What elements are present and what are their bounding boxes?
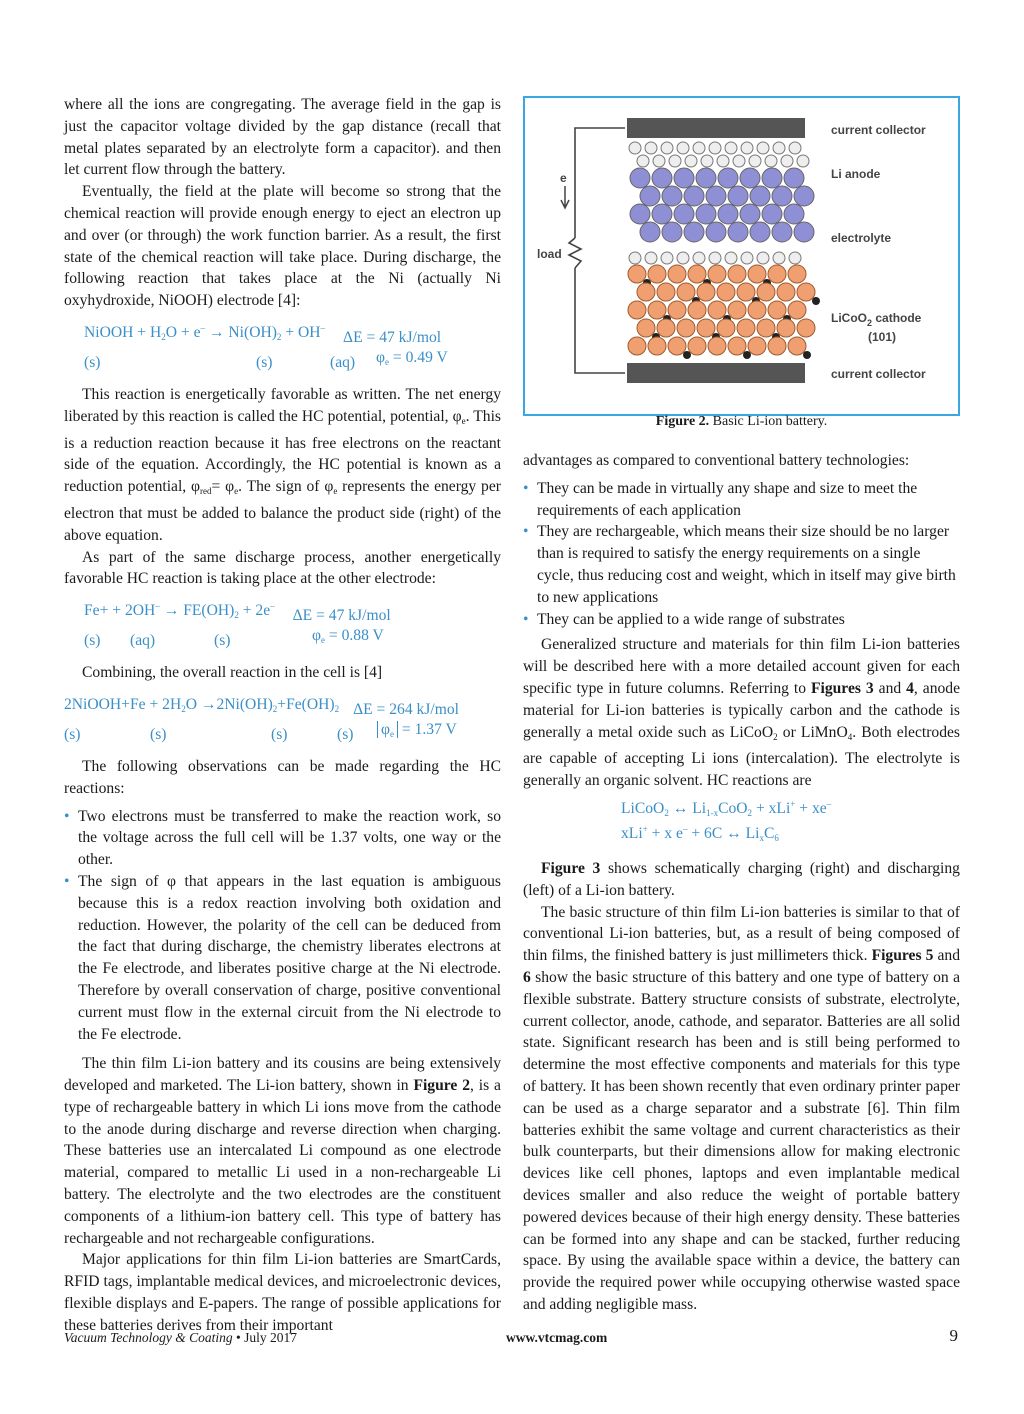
- graphite-sphere: [725, 142, 737, 154]
- cathode-sphere: [668, 301, 686, 319]
- graphite-sphere: [797, 155, 809, 167]
- paragraph: The thin film Li-ion battery and its cousins are being extensively developed and marketed. The Li-ion battery, shown in Figure 2, is a type of rechargeable battery in which Li ions move from the cathode to the anode during discharge and reverse direction when charging. These batteries use an intercalated Li compound as one electrode material, compared to metallic Li used in a non-rechargeable Li battery. The electrolyte and the two electrodes are the constituent components of a lithium-ion battery cell. This type of battery has rechargeable and not rechargeable configurations.: [64, 1055, 501, 1247]
- anode-sphere: [794, 186, 814, 206]
- cathode-sphere: [788, 265, 806, 283]
- graphite-sphere: [749, 155, 761, 167]
- anode-sphere: [706, 186, 726, 206]
- load-label: load: [537, 247, 562, 261]
- anode-sphere: [762, 168, 782, 188]
- cathode-sphere: [748, 301, 766, 319]
- electrolyte-sphere: [693, 252, 705, 264]
- cathode-sphere: [797, 319, 815, 337]
- paragraph: Figure 3 shows schematically charging (right) and discharging (left) of a Li-ion battery.: [523, 859, 960, 899]
- graphite-sphere: [669, 155, 681, 167]
- list-item: • The sign of φ that appears in the last equation is ambiguous because this is a redox reaction involving both oxidation and reduction. However, the polarity of the cell can be deduced from the fact that during discharge, the chemistry liberates electrons at the Fe electrode, and liberates positive charge at the Ni electrode. Therefore by overall conservation of charge, positive conventional current must flow in the external circuit from the Ni electrode to the Fe electrode.: [64, 871, 501, 1045]
- observation-list: [64, 806, 501, 1046]
- cathode-sphere: [648, 265, 666, 283]
- cathode-sphere: [708, 265, 726, 283]
- lithium-ion-dot: [683, 351, 691, 359]
- electrolyte-sphere: [757, 252, 769, 264]
- graphite-sphere: [773, 142, 785, 154]
- electrolyte-sphere: [725, 252, 737, 264]
- cathode-sphere: [648, 301, 666, 319]
- website-url[interactable]: www.vtcmag.com: [506, 1330, 608, 1345]
- electrolyte-sphere: [709, 252, 721, 264]
- anode-sphere: [718, 168, 738, 188]
- cathode-sphere: [768, 337, 786, 355]
- equation-fe: $Fe+ + 2OH^- \to FE(OH)_2 + 2e^-$ ΔE = 47 kJ/mol (s) (aq) (s) $\varphi_e = 0.88$ V: [84, 601, 391, 650]
- anode-sphere: [640, 186, 660, 206]
- paragraph: The following observations can be made regarding the HC reactions:: [64, 757, 501, 797]
- cathode-sphere: [737, 319, 755, 337]
- anode-sphere: [784, 204, 804, 224]
- graphite-sphere: [765, 155, 777, 167]
- cathode-sphere: [777, 283, 795, 301]
- electrolyte-sphere: [661, 252, 673, 264]
- anode-sphere: [706, 222, 726, 242]
- electrolyte-sphere: [677, 252, 689, 264]
- lithium-ion-dot: [803, 351, 811, 359]
- eq-energy: ΔE = 47 kJ/mol: [343, 329, 442, 347]
- equation-nioh: NiOOH + $H_2O + e^- \to Ni(OH)_2 + OH^-$ ΔE = 47 kJ/mol (s) (s) (aq) $\varphi_e = 0.49$ V: [64, 324, 501, 374]
- eq-term: NiOOH + $H_2O + e^- \to Ni(OH)_2 + OH^-$: [84, 323, 326, 343]
- graphite-sphere: [677, 142, 689, 154]
- list-item: • They can be made in virtually any shape and size to meet the requirements of each application: [523, 478, 960, 522]
- cathode-sphere: [628, 265, 646, 283]
- paragraph: where all the ions are congregating. The average field in the gap is just the capacitor voltage divided by the gap distance (recall that metal plates separated by an electrolyte form a capacitor). and then let current flow through the battery.: [64, 96, 501, 179]
- cathode-sphere: [708, 301, 726, 319]
- anode-spheres: [629, 142, 814, 264]
- paragraph: Major applications for thin film Li-ion batteries are SmartCards, RFID tags, implantable medical devices, and microelectronic devices, flexible displays and E-papers. The range of possible applications for these batteries derives from their important: [64, 1251, 501, 1334]
- page-number: 9: [949, 1326, 958, 1345]
- graphite-sphere: [741, 142, 753, 154]
- anode-sphere: [794, 222, 814, 242]
- collector-top-label: current collector: [831, 123, 926, 137]
- electron-label: e: [560, 171, 567, 185]
- paragraph: As part of the same discharge process, another energetically favorable HC reaction is taking place at the other electrode:: [64, 548, 501, 588]
- cathode-sphere: [728, 337, 746, 355]
- cathode-sphere: [677, 283, 695, 301]
- paragraph: The basic structure of thin film Li-ion batteries is similar to that of conventional Li-ion batteries, but, as a result of being composed of thin films, the finished battery is just millimeters thick. Figures 5 and 6 show the basic structure of this battery and one type of battery on a flexible substrate. Battery structure consists of substrate, electrolyte, current collector, anode, cathode, and separator. Batteries are all solid state. Significant research has been and is still being performed to determine the most effective components and materials for this type of battery. It has been shown recently that even ordinary printer paper can be used as a charge separator and a substrate [6]. Thin film batteries exhibit the same voltage and current characteristics as their bulk counterparts, but their dimensions allow for making electronic devices like cell phones, laptops and even implantable medical devices smaller and also reduce the weight of portable battery powered devices because of their high energy density. These batteries can be formed into any shape and can be stacked, further reducing space. By using the available space within a device, the battery can provide the required power while occupying otherwise wasted space and adding negligible mass.: [523, 903, 961, 1313]
- graphite-sphere: [629, 142, 641, 154]
- left-column: [64, 94, 501, 1337]
- cathode-sphere: [797, 283, 815, 301]
- anode-sphere: [674, 168, 694, 188]
- cathode-sphere: [717, 283, 735, 301]
- graphite-sphere: [733, 155, 745, 167]
- right-column: [523, 450, 960, 1316]
- cathode-sphere: [737, 283, 755, 301]
- graphite-sphere: [653, 155, 665, 167]
- anode-sphere: [740, 168, 760, 188]
- anode-sphere: [674, 204, 694, 224]
- battery-diagram: [525, 98, 958, 414]
- anode-sphere: [696, 204, 716, 224]
- cathode-sphere: [697, 319, 715, 337]
- cathode-sphere: [677, 319, 695, 337]
- cathode-sphere: [717, 319, 735, 337]
- cathode-sphere: [728, 265, 746, 283]
- anode-sphere: [718, 204, 738, 224]
- graphite-sphere: [701, 155, 713, 167]
- anode-sphere: [662, 222, 682, 242]
- paragraph: advantages as compared to conventional battery technologies:: [523, 452, 910, 469]
- figure-li-ion-battery: [523, 96, 960, 416]
- graphite-sphere: [709, 142, 721, 154]
- collector-bottom-label: current collector: [831, 367, 926, 381]
- electrolyte-sphere: [741, 252, 753, 264]
- graphite-sphere: [781, 155, 793, 167]
- electrolyte-sphere: [645, 252, 657, 264]
- cathode-sphere: [668, 337, 686, 355]
- cathode-sphere: [688, 265, 706, 283]
- graphite-sphere: [693, 142, 705, 154]
- electrolyte-label: electrolyte: [831, 231, 892, 245]
- cathode-label: LiCoO$_2$ cathode: [831, 311, 922, 328]
- anode-sphere: [662, 186, 682, 206]
- list-item: • They can be applied to a wide range of substrates: [523, 609, 960, 631]
- journal-name: Vacuum Technology & Coating • July 2017: [64, 1330, 297, 1345]
- cathode-sphere: [757, 319, 775, 337]
- anode-sphere: [750, 222, 770, 242]
- cathode-sphere: [768, 265, 786, 283]
- cathode-sphere: [688, 301, 706, 319]
- anode-sphere: [772, 222, 792, 242]
- list-item: • They are rechargeable, which means their size should be no larger than is required to satisfy the energy requirements on a single cycle, thus reducing cost and weight, which in itself may give birth to new applications: [523, 521, 960, 608]
- anode-sphere: [696, 168, 716, 188]
- cathode-spheres: [628, 265, 820, 359]
- anode-sphere: [684, 222, 704, 242]
- anode-label: Li anode: [831, 167, 881, 181]
- graphite-sphere: [661, 142, 673, 154]
- current-collector-top: [627, 118, 805, 138]
- advantages-list: [523, 478, 960, 631]
- paragraph: Eventually, the field at the plate will become so strong that the chemical reaction will provide enough energy to eject an electron up and over (or through) the work function barrier. As a result, the first state of the chemical reaction will take place. During discharge, the following reaction that takes place at the Ni (actually Ni oxyhydroxide, NiOOH) electrode [4]:: [64, 183, 501, 310]
- cathode-sphere: [648, 337, 666, 355]
- anode-sphere: [740, 204, 760, 224]
- eq-potential: $\varphi_e = 0.49$ V: [376, 349, 448, 368]
- paragraph: Combining, the overall reaction in the cell is [4]: [82, 664, 383, 682]
- cathode-sphere: [708, 337, 726, 355]
- cathode-plane-label: (101): [868, 330, 897, 344]
- electrolyte-sphere: [629, 252, 641, 264]
- anode-sphere: [630, 204, 650, 224]
- page-footer: [64, 1326, 960, 1354]
- lithium-ion-dot: [743, 351, 751, 359]
- lithium-ion-dot: [812, 297, 820, 305]
- load-resistor-icon: [569, 238, 581, 268]
- anode-sphere: [772, 186, 792, 206]
- anode-sphere: [652, 168, 672, 188]
- paragraph: Generalized structure and materials for thin film Li-ion batteries will be described here with a more detailed account given for each specific type in future columns. Referring to Figures 3 and 4, anode material for Li-ion batteries is typically carbon and the cathode is generally a metal oxide such as LiCoO$_2$ or LiMnO$_4$. Both electrodes are capable of accepting Li ions (intercalation). The electrolyte is generally an organic solvent. HC reactions are: [523, 636, 961, 790]
- electron-arrow-icon: [561, 186, 569, 208]
- anode-sphere: [640, 222, 660, 242]
- cathode-sphere: [657, 283, 675, 301]
- paragraph: This reaction is energetically favorable as written. The net energy liberated by this reaction is called the HC potential, potential, $\varphi_e$. This is a reduction reaction because it has free electrons on the reactant side of the equation. Accordingly, the HC potential is known as a reduction potential, $\varphi_{red}= \varphi_e$. The sign of $\varphi_e$ represents the energy per electron that must be added to balance the product side (right) of the above equation.: [64, 385, 501, 544]
- cathode-sphere: [728, 301, 746, 319]
- anode-sphere: [762, 204, 782, 224]
- cathode-sphere: [768, 301, 786, 319]
- figure-caption: Figure 2. Basic Li-ion battery.: [655, 414, 828, 429]
- equation-overall: 2NiOOH+Fe + $2H_2O \to 2Ni(OH)_2+Fe(OH)_2$ ΔE = 264 kJ/mol (s) (s) (s) (s) $\varphi_e = 1.37$ V: [64, 696, 459, 744]
- cathode-sphere: [788, 337, 806, 355]
- graphite-sphere: [637, 155, 649, 167]
- anode-sphere: [784, 168, 804, 188]
- anode-sphere: [684, 186, 704, 206]
- cathode-sphere: [788, 301, 806, 319]
- cathode-sphere: [697, 283, 715, 301]
- graphite-sphere: [685, 155, 697, 167]
- anode-sphere: [728, 222, 748, 242]
- external-circuit-wire: [575, 128, 625, 373]
- graphite-sphere: [645, 142, 657, 154]
- anode-sphere: [652, 204, 672, 224]
- cathode-sphere: [628, 301, 646, 319]
- cathode-sphere: [748, 337, 766, 355]
- cathode-sphere: [657, 319, 675, 337]
- cathode-sphere: [668, 265, 686, 283]
- cathode-sphere: [757, 283, 775, 301]
- electrolyte-sphere: [789, 252, 801, 264]
- cathode-sphere: [688, 337, 706, 355]
- current-collector-bottom: [627, 363, 805, 383]
- cathode-sphere: [748, 265, 766, 283]
- anode-sphere: [728, 186, 748, 206]
- equation-licoo2: LiCoO$_2$ ↔ $Li_{1-x}CoO_2 + xLi^+ + xe^-$ xLi+ + x e– + 6C ↔ $Li_xC_6$: [621, 799, 832, 844]
- graphite-sphere: [717, 155, 729, 167]
- cathode-sphere: [777, 319, 795, 337]
- list-item: • Two electrons must be transferred to make the reaction work, so the voltage across the full cell will be 1.37 volts, one way or the other.: [64, 806, 501, 871]
- electrolyte-sphere: [773, 252, 785, 264]
- cathode-sphere: [628, 337, 646, 355]
- anode-sphere: [630, 168, 650, 188]
- anode-sphere: [750, 186, 770, 206]
- cathode-sphere: [637, 319, 655, 337]
- graphite-sphere: [789, 142, 801, 154]
- graphite-sphere: [757, 142, 769, 154]
- cathode-sphere: [637, 283, 655, 301]
